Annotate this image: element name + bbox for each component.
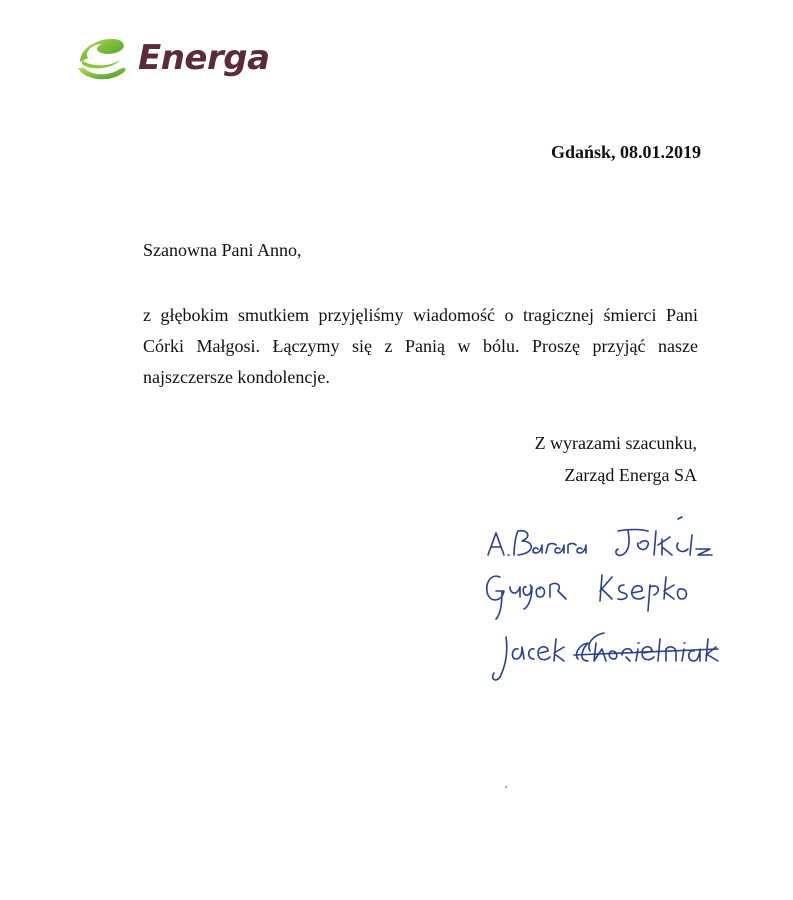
letter-body: z głębokim smutkiem przyjęliśmy wiadomość o tragicznej śmierci Pani Córki Małgosi. Łączymy się z Panią w bólu. Proszę przyjąć nasze najszczersze kondolencje. <box>143 305 698 387</box>
signatory-organization: Zarząd Energa SA <box>564 465 697 485</box>
signature-2 <box>487 575 687 619</box>
salutation: Szanowna Pani Anno, <box>143 240 302 260</box>
signature-1 <box>488 517 712 555</box>
closing-line: Z wyrazami szacunku, <box>534 433 697 453</box>
energa-logo <box>74 32 274 86</box>
scan-speck <box>505 786 507 788</box>
handwritten-signatures <box>478 515 728 695</box>
closing <box>535 427 697 491</box>
letter-date: Gdańsk, 08.01.2019 <box>550 142 701 162</box>
logo-wordmark: Energa <box>138 38 270 78</box>
signature-3 <box>493 633 718 680</box>
energa-logo-mark-icon <box>74 32 134 86</box>
